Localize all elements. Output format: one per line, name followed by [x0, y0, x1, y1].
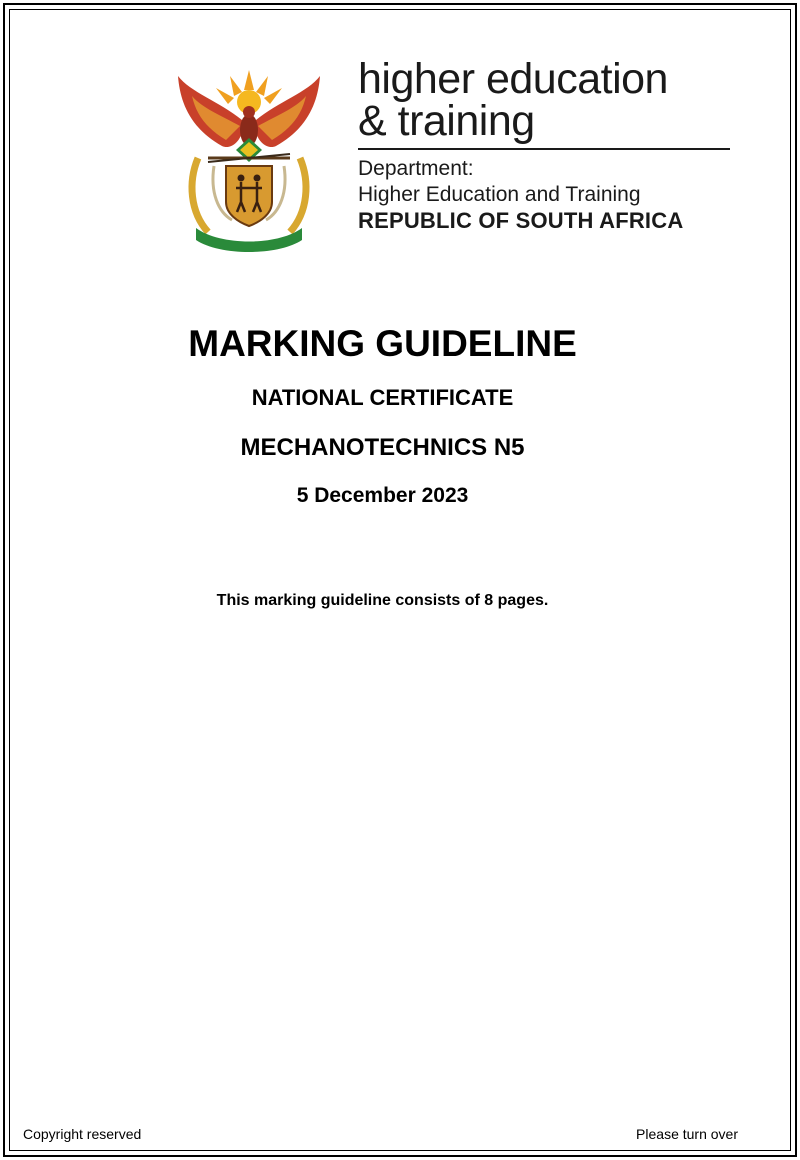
page-count-note: This marking guideline consists of 8 pages. — [216, 592, 549, 609]
department-brand — [358, 55, 738, 145]
certificate-name: NATIONAL CERTIFICATE — [251, 385, 514, 410]
document-title: MARKING GUIDELINE — [188, 323, 577, 364]
department-name — [358, 156, 758, 234]
brand-line-training: & training — [358, 97, 535, 145]
copyright-notice: Copyright reserved — [23, 1126, 142, 1142]
brand-divider — [358, 148, 730, 150]
department-full-name: Higher Education and Training — [358, 183, 641, 206]
exam-date: 5 December 2023 — [296, 484, 469, 507]
coat-of-arms-icon — [170, 62, 328, 252]
country-name: REPUBLIC OF SOUTH AFRICA — [358, 208, 684, 233]
subject-name: MECHANOTECHNICS N5 — [240, 434, 525, 461]
brand-line-higher-education: higher education — [358, 55, 668, 103]
turn-over-notice: Please turn over — [636, 1126, 738, 1142]
department-label: Department: — [358, 157, 474, 180]
